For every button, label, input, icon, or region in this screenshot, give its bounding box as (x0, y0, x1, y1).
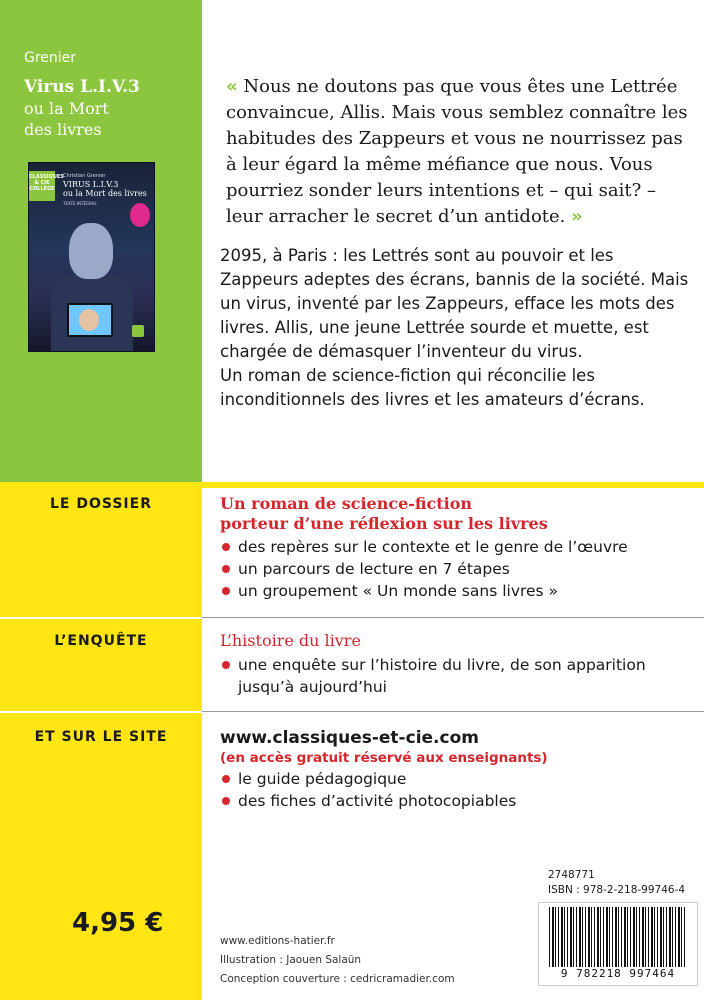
quote-block (226, 74, 694, 230)
dossier-heading-line: Un roman de science-fiction (220, 494, 473, 513)
site-note: (en accès gratuit réservé aux enseignants) (220, 750, 548, 766)
dossier-list (220, 536, 628, 602)
cover-tag: TEXTE INTÉGRAL (63, 201, 97, 206)
book-subtitle-line: ou la Mort (24, 99, 109, 118)
list-item-text: une enquête sur l’histoire du livre, de son apparition jusqu’à aujourd’hui (238, 656, 646, 696)
section-label-site: ET SUR LE SITE (34, 729, 168, 745)
book-subtitle-line: des livres (24, 120, 102, 139)
price: 4,95 € (72, 908, 164, 938)
list-item (220, 654, 704, 698)
bullet-icon (222, 565, 230, 573)
publisher-link[interactable]: www.editions-hatier.fr (220, 935, 335, 947)
face-illustration (79, 309, 99, 331)
bullet-icon (222, 775, 230, 783)
enquete-heading: L’histoire du livre (220, 631, 361, 650)
bullet-icon (222, 797, 230, 805)
barcode (538, 902, 698, 986)
site-link[interactable]: www.classiques-et-cie.com (220, 728, 479, 748)
list-item-text: un groupement « Un monde sans livres » (238, 582, 559, 600)
barcode-bars-icon (549, 907, 687, 967)
series-name: Grenier (24, 50, 77, 66)
publisher-logo-icon (132, 325, 144, 337)
product-codes (548, 868, 685, 898)
list-item-text: des fiches d’activité photocopiables (238, 792, 517, 810)
blurb-paragraph: 2095, à Paris : les Lettrés sont au pouvoir et les Zappeurs adeptes des écrans, bannis de la société. Mais un virus, inventé par les Zappeurs, efface les mots des livres. Allis, une jeune Lettrée sourde et muette, est chargée de démasquer l’inventeur du virus. (220, 246, 689, 361)
credit-line: Illustration : Jaouen Salaün (220, 954, 362, 966)
barcode-digits: 9 782218 997464 (560, 967, 676, 980)
divider (0, 711, 202, 713)
divider (0, 617, 202, 619)
section-label-dossier: LE DOSSIER (50, 496, 152, 512)
dossier-heading (220, 494, 548, 534)
cover-author: Christian Grenier (63, 173, 106, 179)
credit-line: Conception couverture : cedricramadier.com (220, 973, 455, 985)
cover-title-sub: ou la Mort des livres (63, 189, 147, 198)
cover-title (63, 180, 147, 198)
bullet-icon (222, 543, 230, 551)
blurb (220, 244, 696, 412)
book-cover-thumbnail (28, 162, 155, 352)
section-label-enquete: L’ENQUÊTE (54, 633, 148, 649)
list-item (220, 580, 628, 602)
sticker-icon (130, 203, 150, 227)
list-item-text: le guide pédagogique (238, 770, 407, 788)
blurb-paragraph: Un roman de science-fiction qui réconcilie les inconditionnels des livres et les amateurs d’écrans. (220, 366, 645, 409)
enquete-list (220, 654, 704, 698)
site-list (220, 768, 516, 812)
list-item (220, 768, 516, 790)
bullet-icon (222, 587, 230, 595)
list-item (220, 790, 516, 812)
dossier-heading-line: porteur d’une réflexion sur les livres (220, 514, 548, 533)
credits (220, 932, 455, 989)
list-item-text: un parcours de lecture en 7 étapes (238, 560, 510, 578)
open-quote-icon: « (226, 76, 238, 97)
bullet-icon (222, 661, 230, 669)
list-item (220, 536, 628, 558)
book-title (24, 77, 140, 140)
book-title-main: Virus L.I.V.3 (24, 77, 140, 97)
isbn: ISBN : 978-2-218-99746-4 (548, 884, 686, 896)
product-code: 2748771 (548, 869, 595, 881)
list-item (220, 558, 628, 580)
figure-head-illustration (69, 223, 113, 279)
close-quote-icon: » (571, 206, 583, 227)
list-item-text: des repères sur le contexte et le genre de l’œuvre (238, 538, 628, 556)
collection-badge: CLASSIQUES & CIE COLLÈGE (29, 171, 55, 201)
cover-title-main: VIRUS L.I.V.3 (63, 180, 119, 189)
quote-text: Nous ne doutons pas que vous êtes une Lettrée convaincue, Allis. Mais vous semblez connaître les habitudes des Zappeurs et vous ne nourrissez pas à leur égard la même méfiance que nous. Vous pourriez sonder leurs intentions et – qui sait? – leur arracher le secret d’un antidote. (226, 76, 688, 227)
